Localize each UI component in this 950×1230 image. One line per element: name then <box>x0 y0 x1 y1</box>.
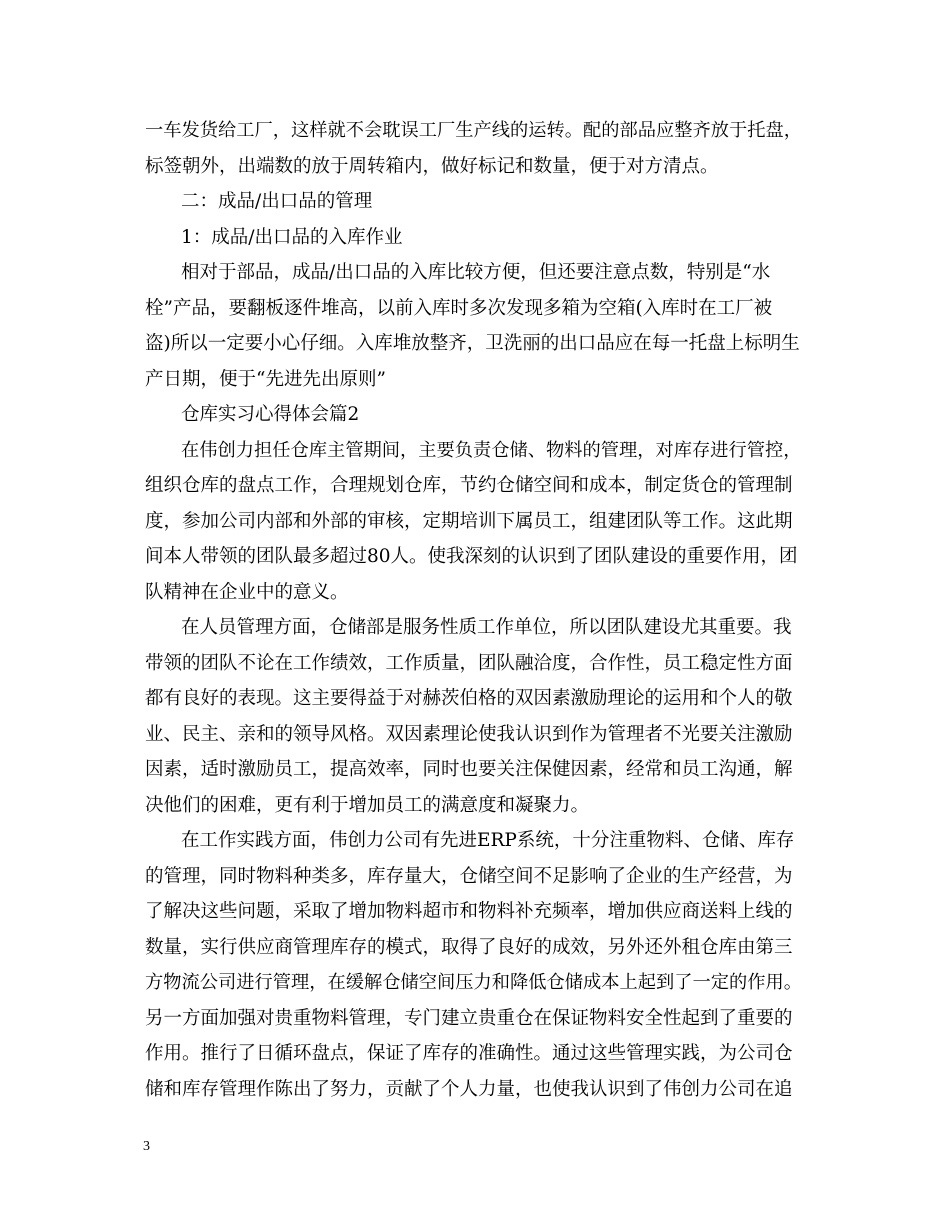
text-line: 产日期，便于“先进先出原则” <box>145 369 386 390</box>
section-heading: 二：成品/出口品的管理 <box>181 191 373 212</box>
text-line: 度，参加公司内部和外部的审核，定期培训下属员工，组建团队等工作。这此期 <box>145 511 793 532</box>
subsection-heading: 1：成品/出口品的入库作业 <box>181 227 403 248</box>
text-line: 在人员管理方面，仓储部是服务性质工作单位，所以团队建设尤其重要。我 <box>181 617 792 638</box>
text-line: 在伟创力担任仓库主管期间，主要负责仓储、物料的管理，对库存进行管控， <box>181 440 802 461</box>
text-line: 栓”产品，要翻板逐件堆高，以前入库时多次发现多箱为空箱(入库时在工厂被 <box>145 298 773 319</box>
text-line: 决他们的困难，更有利于增加员工的满意度和凝聚力。 <box>145 795 590 816</box>
text-line: 组织仓库的盘点工作，合理规划仓库，节约仓储空间和成本，制定货仓的管理制 <box>145 475 793 496</box>
text-line: 的管理，同时物料种类多，库存量大，仓储空间不足影响了企业的生产经营，为 <box>145 866 793 887</box>
text-line: 盗)所以一定要小心仔细。入库堆放整齐，卫洗丽的出口品应在每一托盘上标明生 <box>145 333 800 354</box>
text-line: 储和库存管理作陈出了努力，贡献了个人力量，也使我认识到了伟创力公司在追 <box>145 1079 793 1100</box>
text-line: 在工作实践方面，伟创力公司有先进ERP系统，十分注重物料、仓储、库存 <box>181 830 795 851</box>
text-line: 都有良好的表现。这主要得益于对赫茨伯格的双因素激励理论的运用和个人的敬 <box>145 688 793 709</box>
text-line: 数量，实行供应商管理库存的模式，取得了良好的成效，另外还外租仓库由第三 <box>145 937 793 958</box>
text-line: 另一方面加强对贵重物料管理，专门建立贵重仓在保证物料安全性起到了重要的 <box>145 1008 793 1029</box>
article-title: 仓库实习心得体会篇2 <box>181 404 360 425</box>
text-line: 相对于部品，成品/出口品的入库比较方便，但还要注意点数，特别是“水 <box>181 262 771 283</box>
text-line: 间本人带领的团队最多超过80人。使我深刻的认识到了团队建设的重要作用，团 <box>145 546 798 567</box>
page-number: 3 <box>143 1139 150 1154</box>
text-line: 队精神在企业中的意义。 <box>145 582 349 603</box>
text-line: 方物流公司进行管理，在缓解仓储空间压力和降低仓储成本上起到了一定的作用。 <box>145 972 802 993</box>
text-line: 业、民主、亲和的领导风格。双因素理论使我认识到作为管理者不光要关注激励 <box>145 724 793 745</box>
text-line: 了解决这些问题，采取了增加物料超市和物料补充频率，增加供应商送料上线的 <box>145 901 793 922</box>
text-line: 带领的团队不论在工作绩效，工作质量，团队融洽度，合作性，员工稳定性方面 <box>145 653 793 674</box>
text-line: 作用。推行了日循环盘点，保证了库存的准确性。通过这些管理实践，为公司仓 <box>145 1043 793 1064</box>
text-line: 一车发货给工厂，这样就不会耽误工厂生产线的运转。配的部品应整齐放于托盘， <box>145 120 802 141</box>
text-line: 标签朝外，出端数的放于周转箱内，做好标记和数量，便于对方清点。 <box>145 156 719 177</box>
text-line: 因素，适时激励员工，提高效率，同时也要关注保健因素，经常和员工沟通，解 <box>145 759 793 780</box>
